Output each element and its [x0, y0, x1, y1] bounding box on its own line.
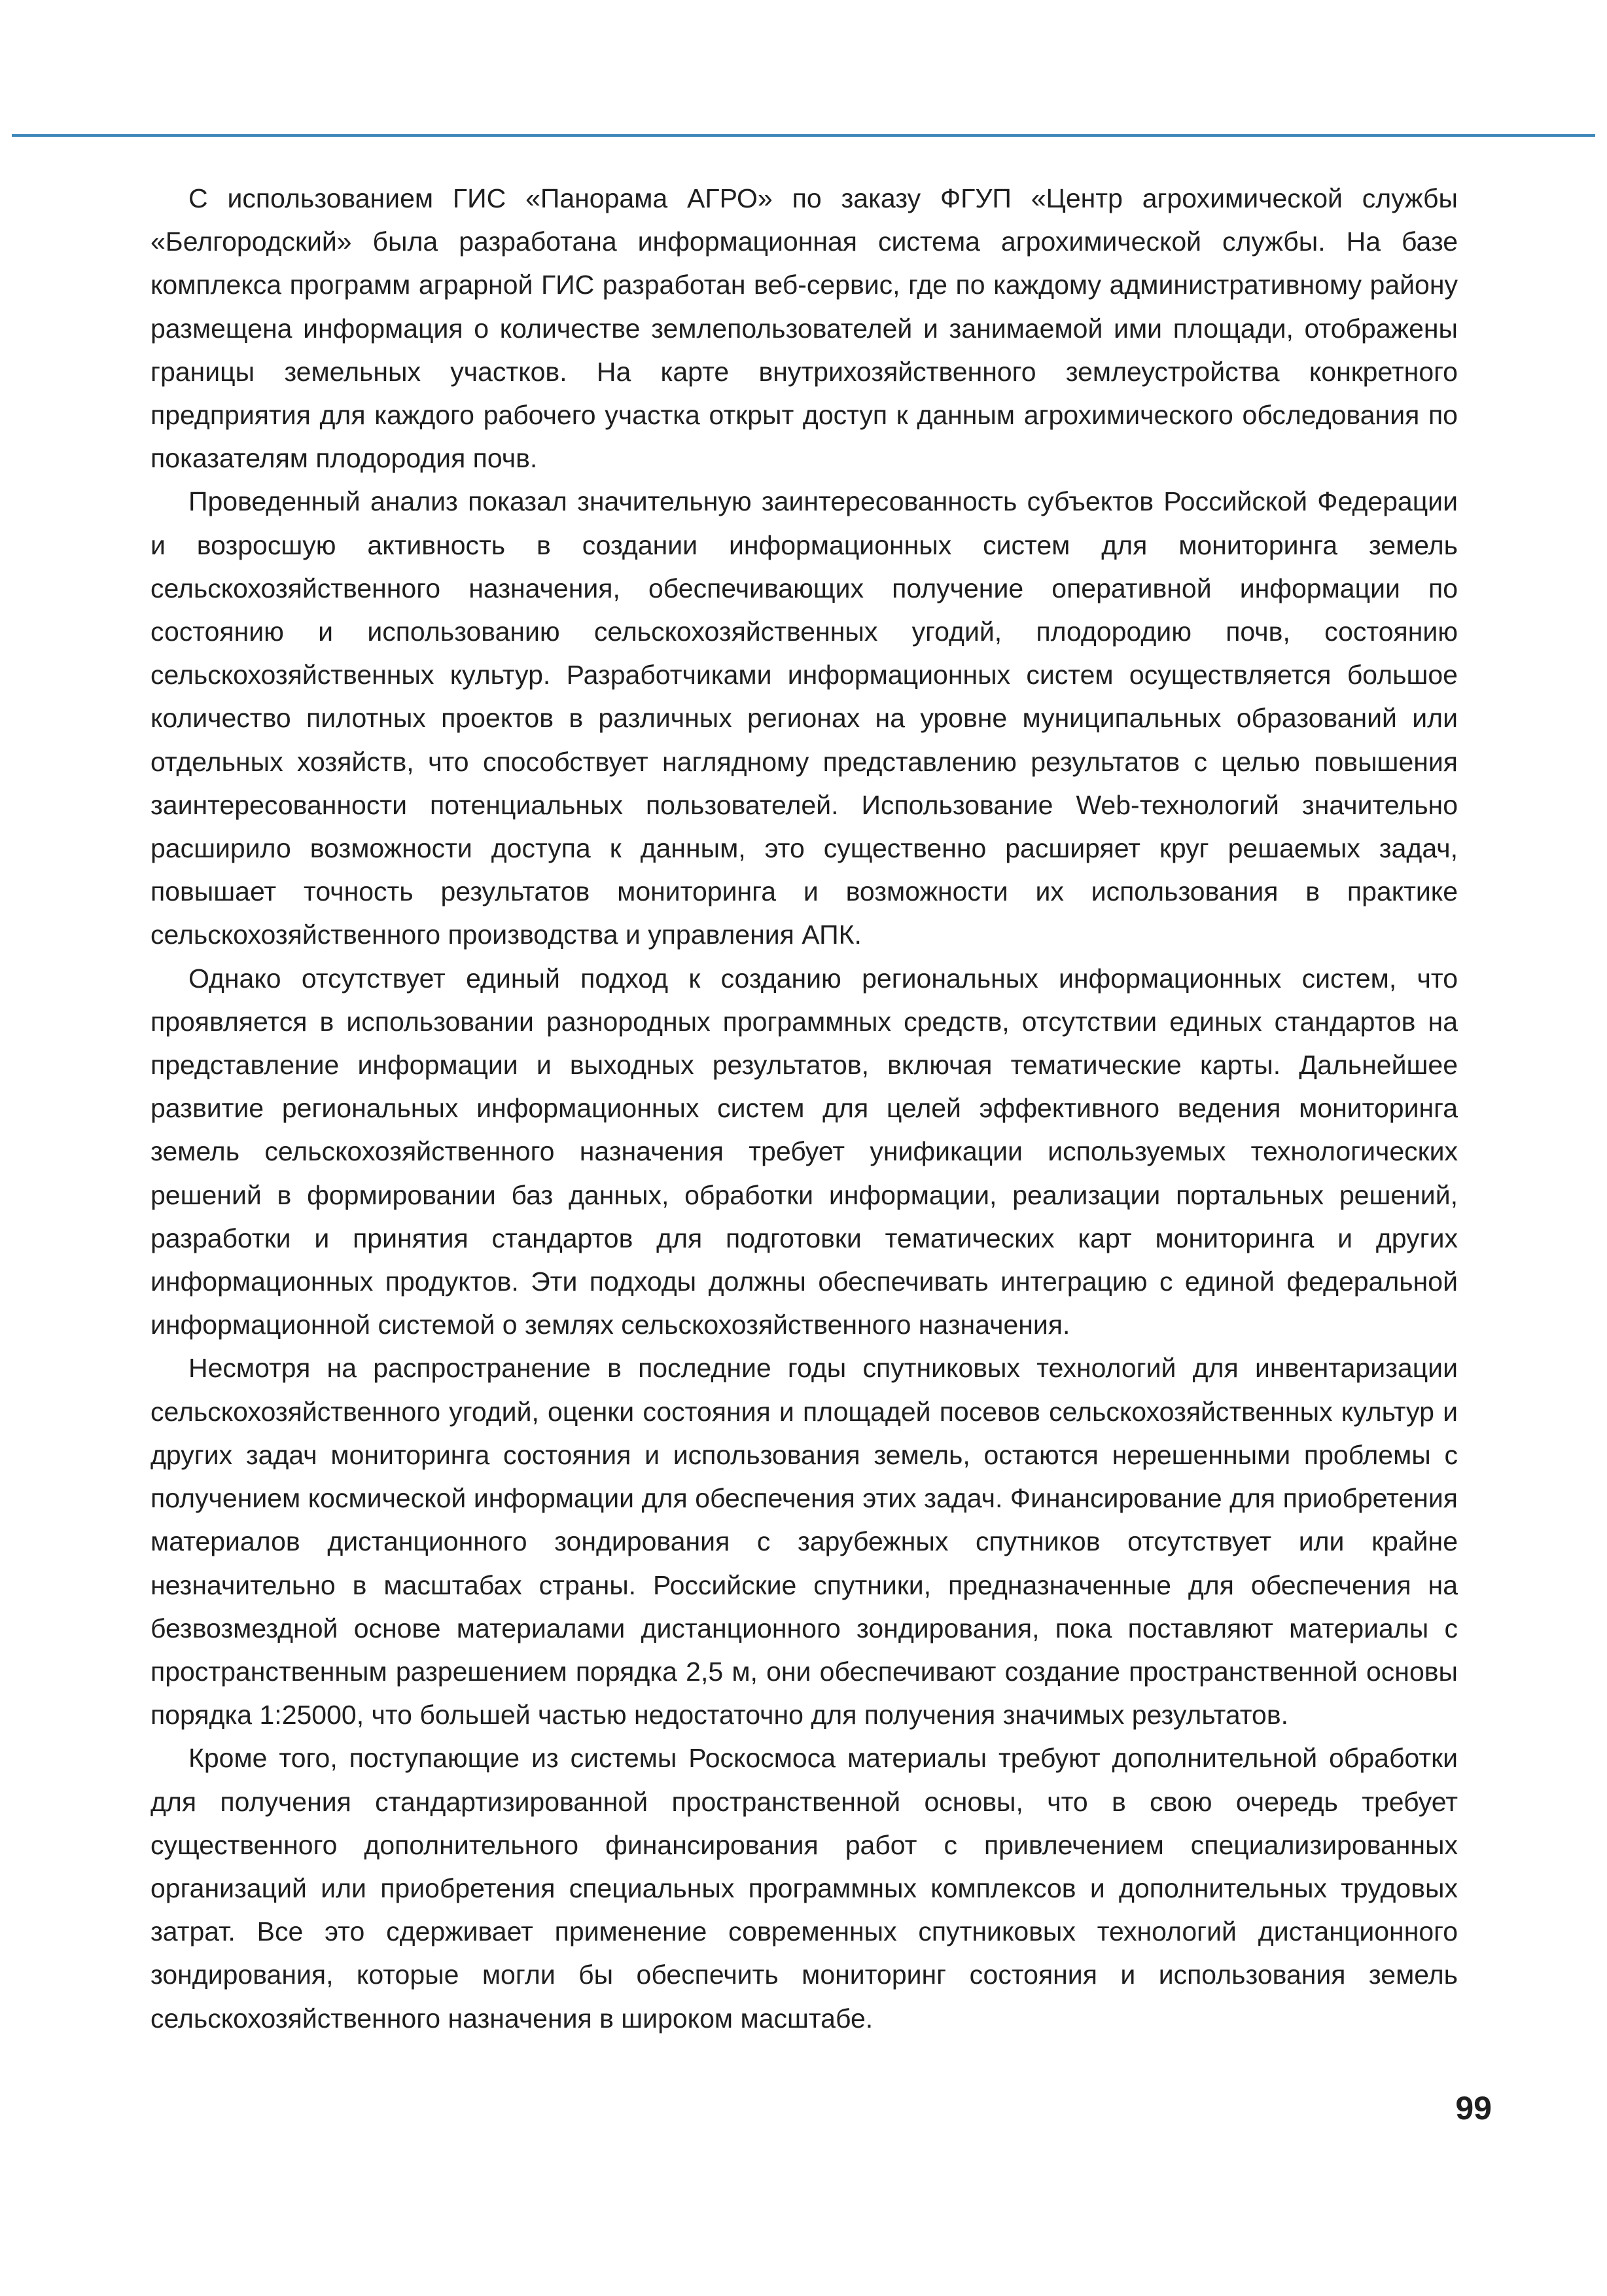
paragraph-analysis: Проведенный анализ показал значительную заинтересованность субъектов Российской Федерации и возросшую активность в создании информационных систем для мониторинга земель сельскохозяйственного назначения, обеспечивающих получение оперативной информации по состоянию и использованию сельскохозяйственных угодий, плодородию почв, состоянию сельскохозяйственных культур. Разработчиками информационных систем осуществляется большое количество пилотных проектов в различных регионах на уровне муниципальных образований или отдельных хозяйств, что способствует наглядному представлению результатов с целью повышения заинтересованности потенциальных пользователей. Использование Web-технологий значительно расширило возможности доступа к данным, это существенно расширяет круг решаемых задач, повышает точность результатов мониторинга и возможности их использования в практике сельскохозяйственного производства и управления АПК. — [150, 486, 1458, 950]
header-rule — [12, 134, 1595, 137]
paragraph-roscosmos-materials: Кроме того, поступающие из системы Роскосмоса материалы требуют дополнительной обработки для получения стандартизированной пространственной основы, что в свою очередь требует существенного дополнительного финансирования работ с привлечением специализированных организаций или приобретения специальных программных комплексов и дополнительных трудовых затрат. Все это сдерживает применение современных спутниковых технологий дистанционного зондирования, которые могли бы обеспечить мониторинг состояния и использования земель сельскохозяйственного назначения в широком масштабе. — [150, 1743, 1458, 2034]
paragraph-unified-approach: Однако отсутствует единый подход к созданию региональных информационных систем, что проявляется в использовании разнородных программных средств, отсутствии единых стандартов на представление информации и выходных результатов, включая тематические карты. Дальнейшее развитие региональных информационных систем для целей эффективного ведения мониторинга земель сельскохозяйственного назначения требует унификации используемых технологических решений в формировании баз данных, обработки информации, реализации портальных решений, разработки и принятия стандартов для подготовки тематических карт мониторинга и других информационных продуктов. Эти подходы должны обеспечивать интеграцию с единой федеральной информационной системой о землях сельскохозяйственного назначения. — [150, 963, 1458, 1340]
page-body — [150, 177, 1458, 2040]
page-number: 99 — [1455, 2090, 1492, 2126]
paragraph-satellite-technologies: Несмотря на распространение в последние годы спутниковых технологий для инвентаризации сельскохозяйственного угодий, оценки состояния и площадей посевов сельскохозяйственных культур и других задач мониторинга состояния и использования земель, остаются нерешенными проблемы с получением космической информации для обеспечения этих задач. Финансирование для приобретения материалов дистанционного зондирования с зарубежных спутников отсутствует или крайне незначительно в масштабах страны. Российские спутники, предназначенные для обеспечения на безвозмездной основе материалами дистанционного зондирования, пока поставляют материалы с пространственным разрешением порядка 2,5 м, они обеспечивают создание пространственной основы порядка 1:25000, что большей частью недостаточно для получения значимых результатов. — [150, 1353, 1458, 1731]
paragraph-panorama-agro: С использованием ГИС «Панорама АГРО» по заказу ФГУП «Центр агрохимической службы «Белгородский» была разработана информационная система агрохимической службы. На базе комплекса программ аграрной ГИС разработан веб-сервис, где по каждому административному району размещена информация о количестве землепользователей и занимаемой ими площади, отображены границы земельных участков. На карте внутрихозяйственного землеустройства конкретного предприятия для каждого рабочего участка открыт доступ к данным агрохимического обследования по показателям плодородия почв. — [150, 183, 1458, 474]
